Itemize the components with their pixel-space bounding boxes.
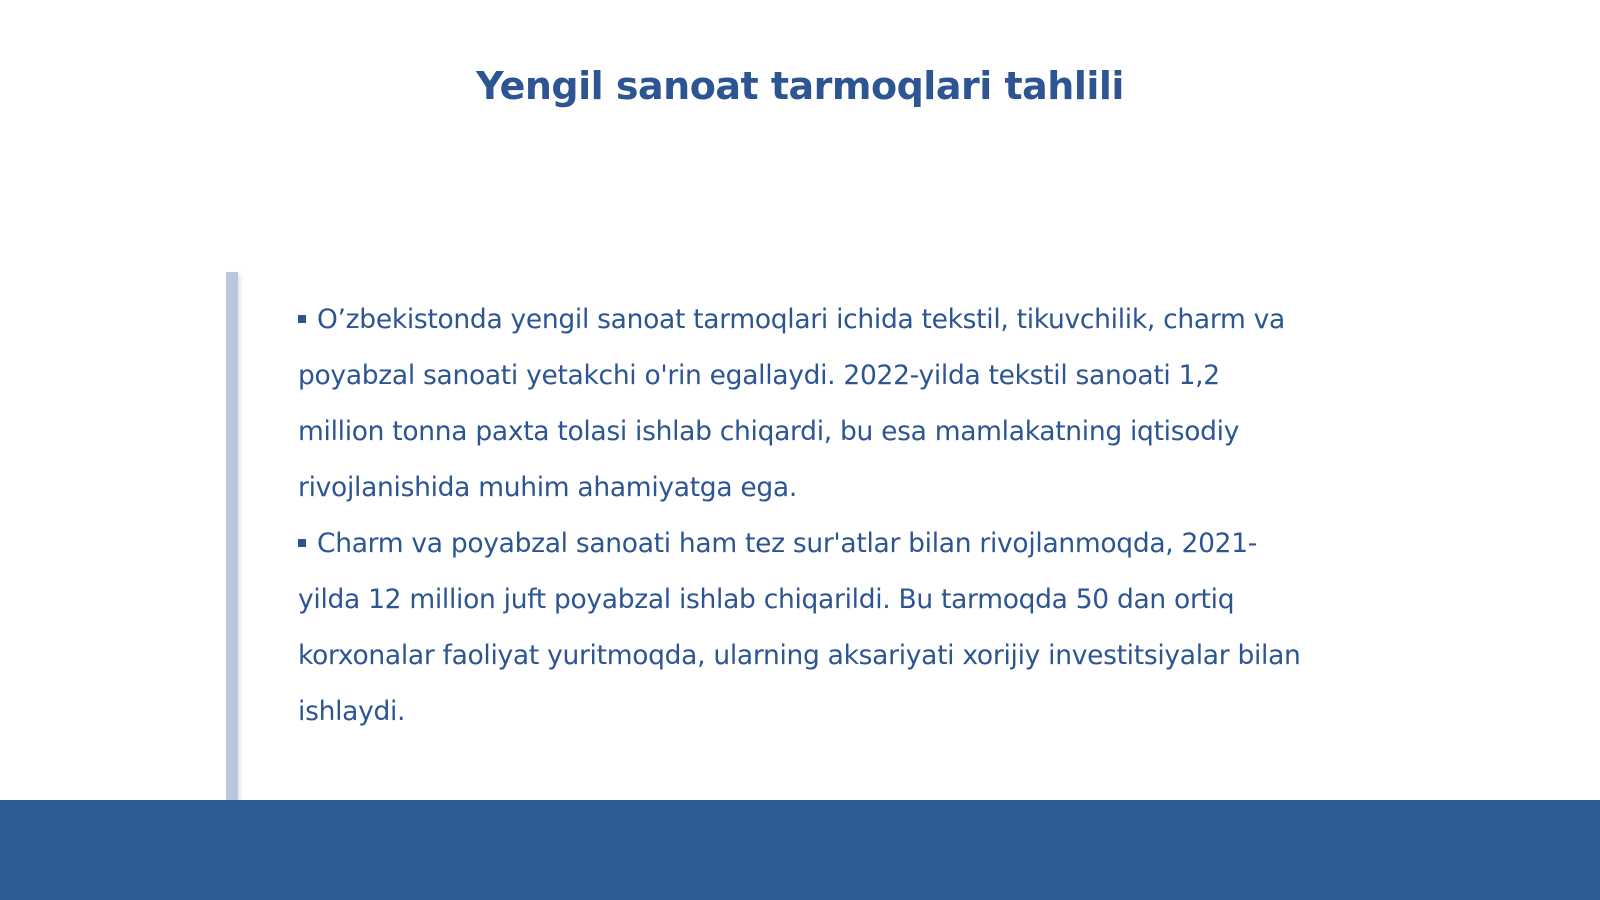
bullet-text: O’zbekistonda yengil sanoat tarmoqlari ichida tekstil, tikuvchilik, charm va poyabzal sanoati yetakchi o'rin egallaydi. 2022-yilda tekstil sanoati 1,2 million tonna paxta tolasi ishlab chiqardi, bu esa mamlakatning iqtisodiy rivojlanishida muhim ahamiyatga ega. (298, 304, 1285, 503)
square-bullet-icon (298, 539, 306, 547)
bullet-list (298, 292, 1308, 740)
footer-band (0, 800, 1600, 900)
square-bullet-icon (298, 315, 306, 323)
left-accent-bar (226, 272, 238, 835)
bullet-text: Charm va poyabzal sanoati ham tez sur'atlar bilan rivojlanmoqda, 2021-yilda 12 million juft poyabzal ishlab chiqarildi. Bu tarmoqda 50 dan ortiq korxonalar faoliyat yuritmoqda, ularning aksariyati xorijiy investitsiyalar bilan ishlaydi. (298, 528, 1301, 727)
bullet-item (298, 516, 1308, 740)
slide-title: Yengil sanoat tarmoqlari tahlili (476, 64, 1124, 108)
bullet-item (298, 292, 1308, 516)
